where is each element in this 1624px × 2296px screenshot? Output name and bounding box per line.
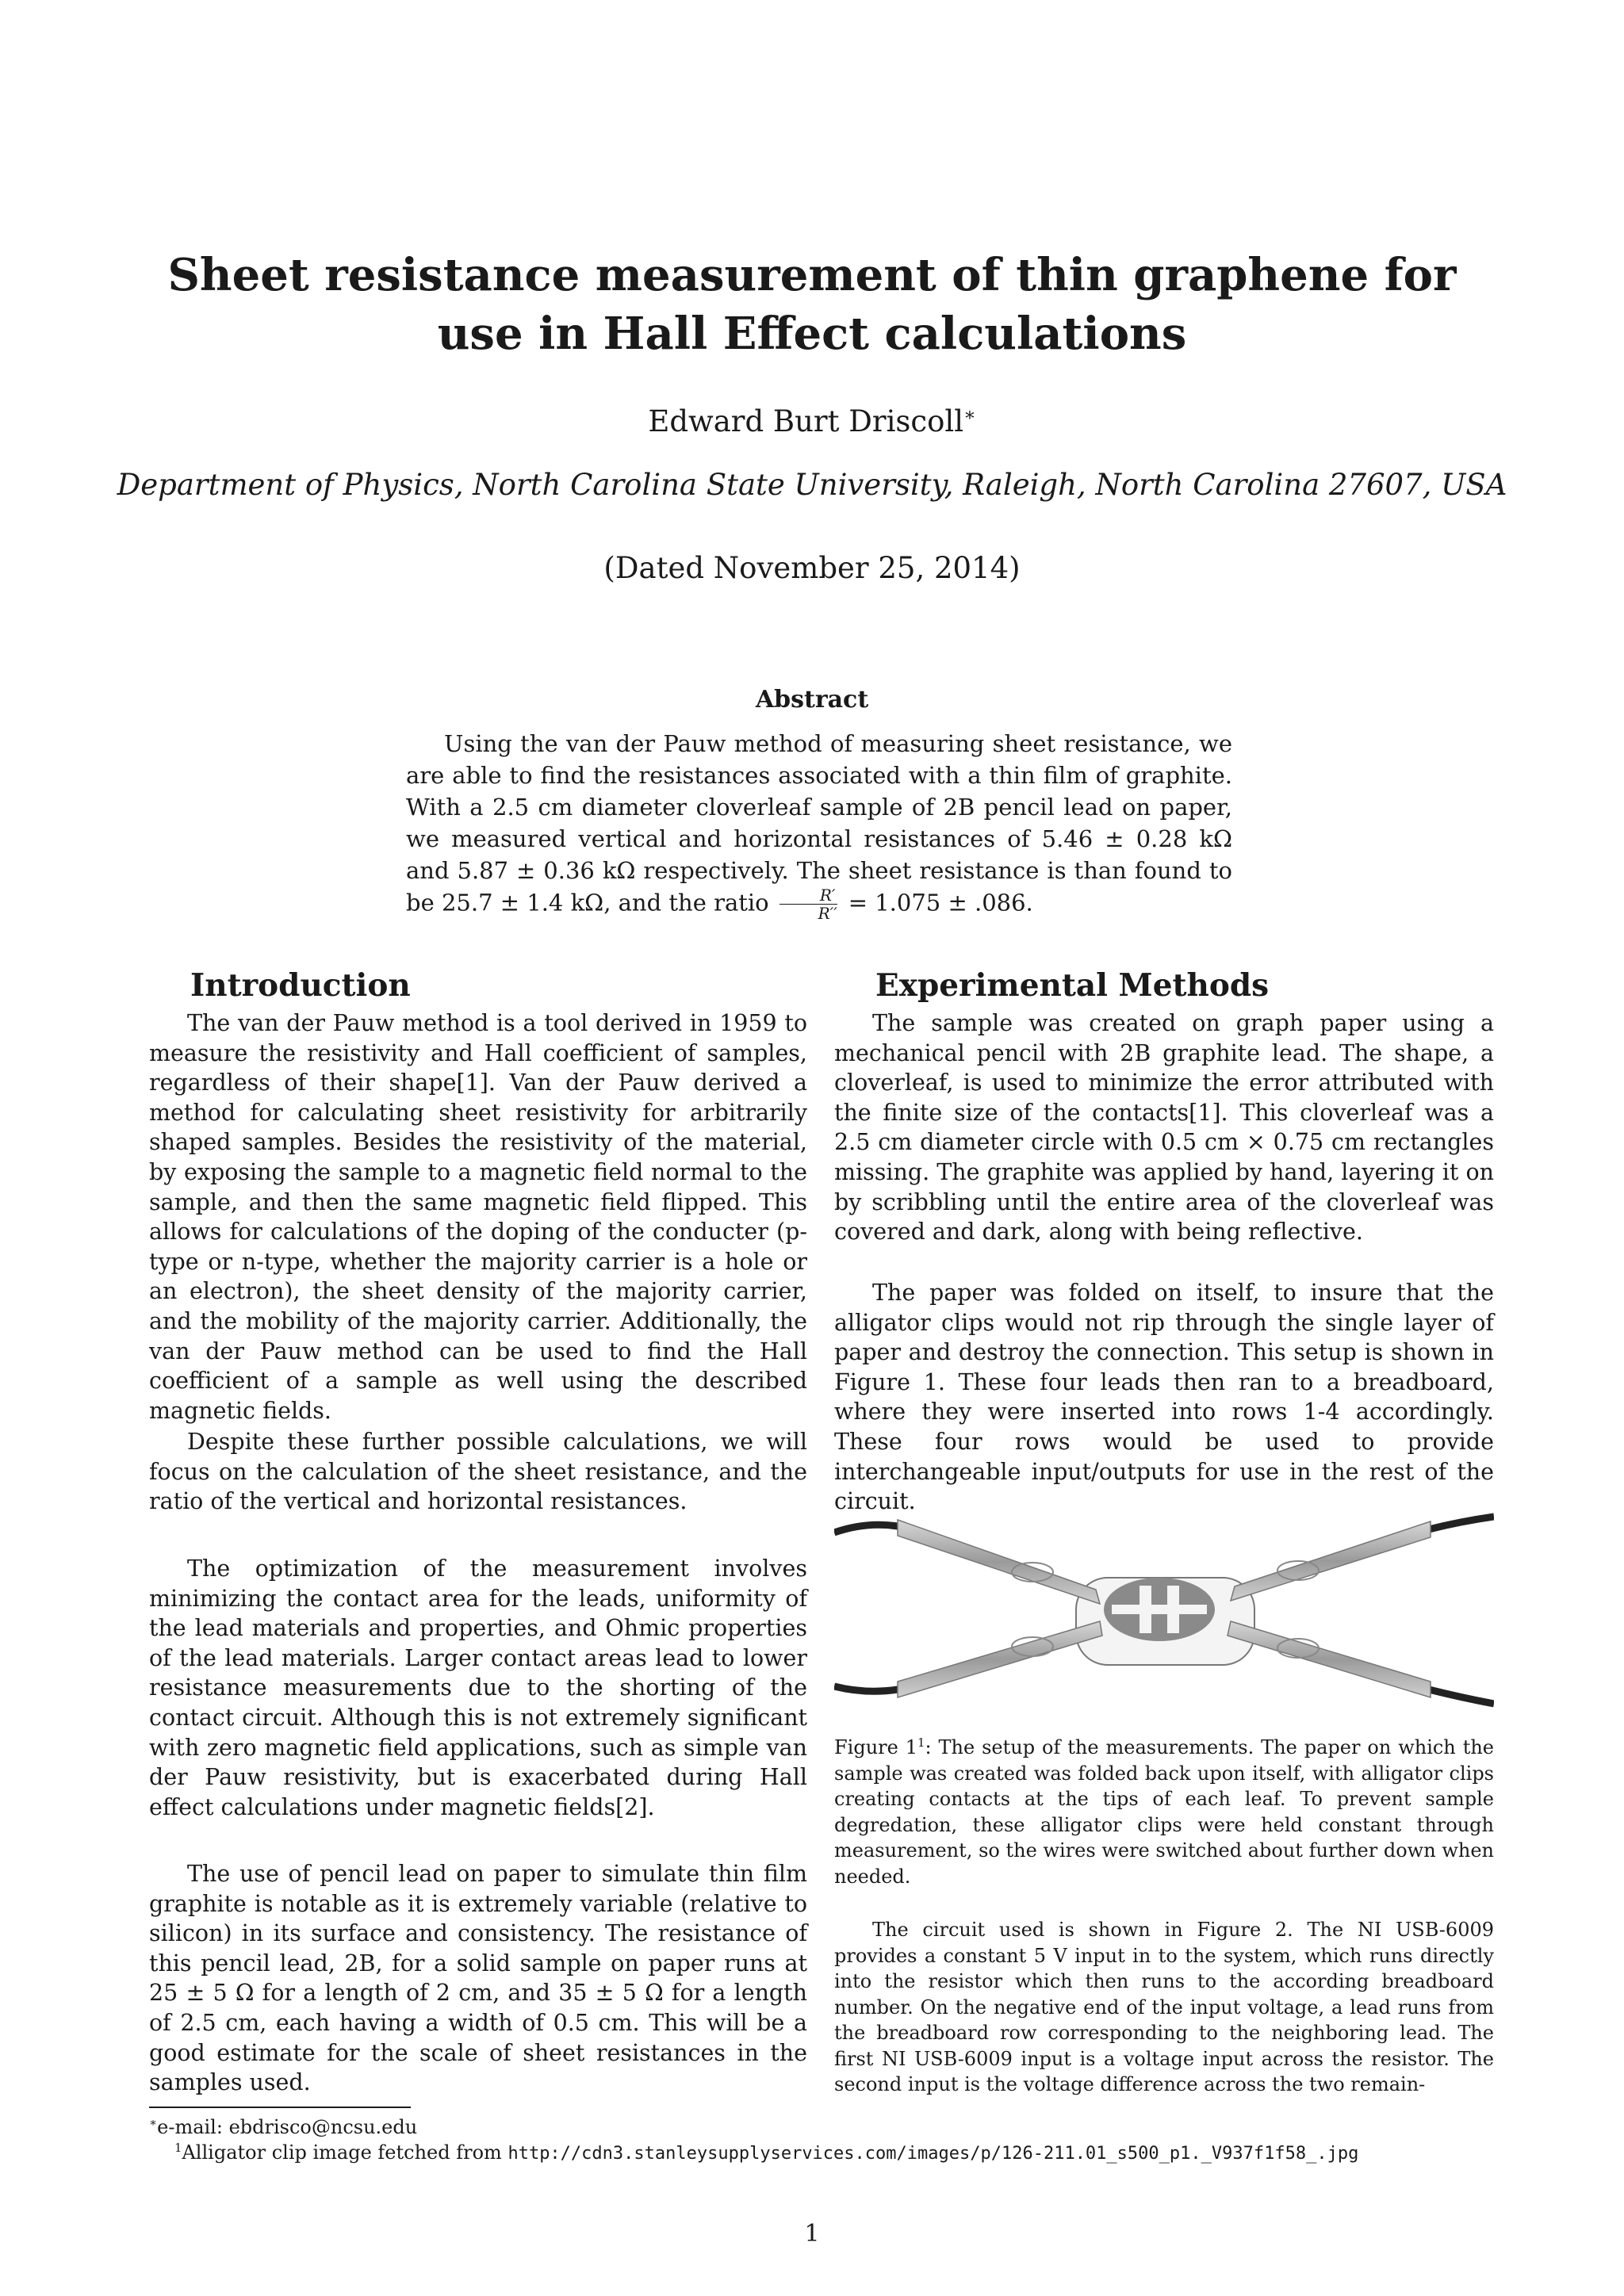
ratio-denominator: R′′	[818, 904, 837, 923]
footnote-mark-2: 1	[174, 2141, 182, 2155]
ratio-value: = 1.075 ± .086.	[848, 889, 1033, 916]
methods-paragraph-1: The sample was created on graph paper using a mechanical pencil with 2B graphite lead. The shape, a cloverleaf, is used to minimize the error attributed with the finite size of the contacts[1]. This cloverleaf was a 2.5 cm diameter circle with 0.5 cm × 0.75 cm rectangles missing. The graphite was applied by hand, layering it on by scribbling until the entire area of the cloverleaf was covered and dark, along with being reflective.	[834, 1010, 1494, 1246]
wire-top-right	[1429, 1517, 1494, 1529]
paper-title: Sheet resistance measurement of thin graphene for use in Hall Effect calculations	[167, 249, 1457, 360]
author-footnote-mark: ∗	[963, 404, 976, 426]
date-line: (Dated November 25, 2014)	[603, 551, 1021, 585]
figure-label: Figure 1	[834, 1736, 918, 1758]
abstract-heading: Abstract	[755, 686, 869, 714]
wire-top-left	[834, 1525, 898, 1533]
footnote-mark-1: ∗	[149, 2115, 158, 2130]
methods-paragraph-2: The paper was folded on itself, to insure that the alligator clips would not rip through the single layer of paper and destroy the connection. This setup is shown in Figure 1. These four leads then ran to a breadboard, where they were inserted into rows 1-4 accordingly. These four rows would be used to provide interchangeable input/outputs for use in the rest of the circuit.	[834, 1280, 1494, 1515]
clip-top-left	[898, 1520, 1100, 1604]
clip-bottom-right	[1228, 1621, 1431, 1697]
abstract-body	[406, 728, 1232, 922]
figure-1-alligator-clips	[834, 1510, 1494, 1712]
clip-bottom-left	[898, 1621, 1102, 1697]
methods-paragraph-3: The circuit used is shown in Figure 2. The NI USB-6009 provides a constant 5 V input in to the system, which runs directly into the resistor which then runs to the according breadboard number. On the negative end of the input voltage, a lead runs from the breadboard row corresponding to the neighboring lead. The first NI USB-6009 input is a voltage input across the resistor. The second input is the voltage difference across the two remain-	[834, 1919, 1494, 2095]
footnote-image-source	[174, 2141, 1358, 2166]
ratio-numerator: R′	[779, 886, 838, 905]
ratio-fraction	[779, 886, 838, 922]
page-number: 1	[804, 2220, 820, 2248]
figure-footnote-mark: 1	[917, 1735, 925, 1750]
intro-paragraph-4: The use of pencil lead on paper to simulate thin film graphite is notable as it is extremely variable (relative to silicon) in its surface and consistency. The resistance of this pencil lead, 2B, for a solid sample on paper runs at 25 ± 5 Ω for a length of 2 cm, and 35 ± 5 Ω for a length of 2.5 cm, each having a width of 0.5 cm. This will be a good estimate for the scale of sheet resistances in the samples used.	[149, 1861, 807, 2096]
intro-paragraph-3: The optimization of the measurement involves minimizing the contact area for the leads, uniformity of the lead materials and properties, and Ohmic properties of the lead materials. Larger contact areas lead to lower resistance measurements due to the shorting of the contact circuit. Although this is not extremely significant with zero magnetic field applications, such as simple van der Pauw resistivity, but is exacerbated during Hall effect calculations under magnetic fields[2].	[149, 1556, 807, 1820]
methods-heading: Experimental Methods	[875, 967, 1270, 1004]
footnote-source-text: Alligator clip image fetched from	[182, 2141, 502, 2164]
intro-paragraph-2: Despite these further possible calculations, we will focus on the calculation of the sheet resistance, and the ratio of the vertical and horizontal resistances.	[149, 1429, 807, 1515]
wire-bottom-left	[834, 1686, 898, 1691]
intro-paragraph-1: The van der Pauw method is a tool derived in 1959 to measure the resistivity and Hall coefficient of samples, regardless of their shape[1]. Van der Pauw derived a method for calculating sheet resistivity for arbitrarily shaped samples. Besides the resistivity of the material, by exposing the sample to a magnetic field normal to the sample, and then the same magnetic field flipped. This allows for calculations of the doping of the conducter (p-type or n-type, whether the majority carrier is a hole or an electron), the sheet density of the majority carrier, and the mobility of the majority carrier. Additionally, the van der Pauw method can be used to find the Hall coefficient of a sample as well using the described magnetic fields.	[149, 1010, 807, 1424]
footnote-url[interactable]: http://cdn3.stanleysupplyservices.com/images/p/126-211.01_s500_p1._V937f1f58_.jpg	[508, 2144, 1359, 2164]
introduction-heading: Introduction	[190, 967, 411, 1004]
figure-1-caption	[834, 1735, 1494, 1889]
abstract-text: Using the van der Pauw method of measuring sheet resistance, we are able to find the resistances associated with a thin film of graphite. With a 2.5 cm diameter cloverleaf sample of 2B pencil lead on paper, we measured vertical and horizontal resistances of 5.46 ± 0.28 kΩ and 5.87 ± 0.36 kΩ respectively. The sheet resistance is than found to be 25.7 ± 1.4 kΩ, and the ratio	[406, 730, 1232, 916]
clip-top-right	[1231, 1521, 1431, 1601]
footnote-email	[149, 2115, 417, 2139]
footnote-email-text: e-mail: ebdrisco@ncsu.edu	[157, 2116, 418, 2138]
affiliation: Department of Physics, North Carolina State University, Raleigh, North Carolina 27607, USA	[117, 468, 1507, 502]
author-line	[0, 404, 1624, 438]
figure-caption-text: : The setup of the measurements. The paper on which the sample was created was folded back upon itself, with alligator clips creating contacts at the tips of each leaf. To prevent sample degredation, these alligator clips were held constant through measurement, so the wires were switched about further down when needed.	[834, 1736, 1494, 1888]
wire-bottom-right	[1429, 1689, 1494, 1704]
footnote-rule	[149, 2107, 411, 2108]
author-name: Edward Burt Driscoll	[648, 404, 964, 438]
